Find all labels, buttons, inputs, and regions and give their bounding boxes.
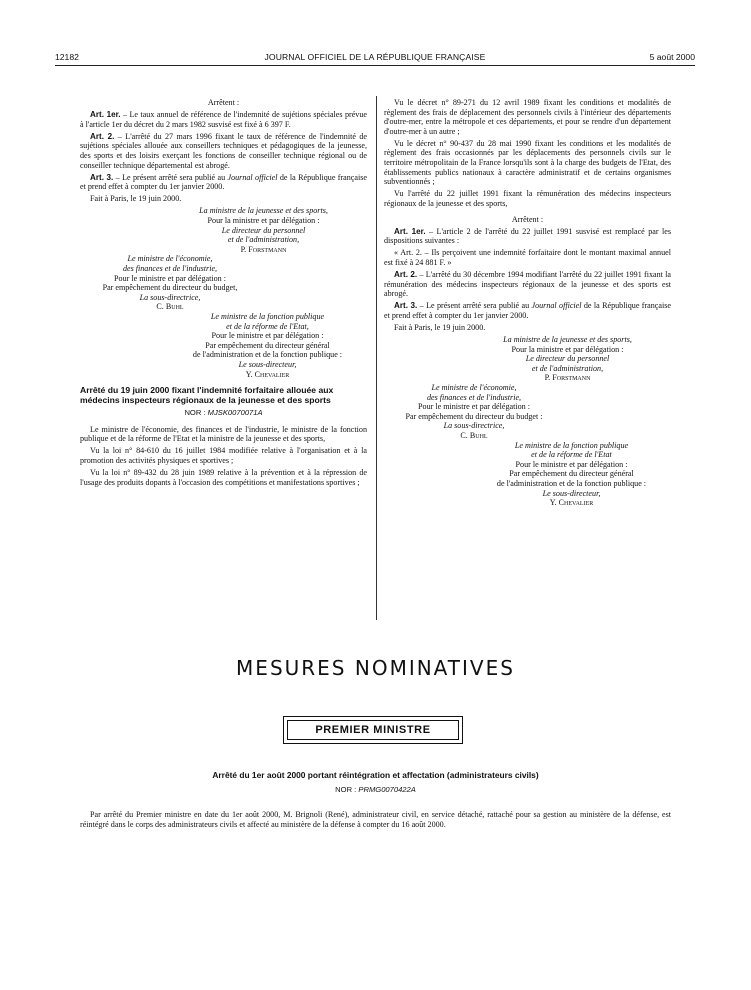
article-3: Art. 3. – Le présent arrêté sera publié au Journal officiel de la République française et prend effet à compter du 1er janvier 2000.: [384, 301, 671, 320]
right-column: [384, 98, 671, 508]
visa-paragraph: Vu l'arrêté du 22 juillet 1991 fixant la rémunération des médecins inspecteurs régionaux de la jeunesse et des sports,: [384, 189, 671, 208]
left-column: [80, 98, 367, 490]
fait-a-paris: Fait à Paris, le 19 juin 2000.: [394, 322, 486, 332]
signatory-name: P. Forstmann: [544, 373, 591, 383]
visa-paragraph: Vu le décret n° 89-271 du 12 avril 1989 fixant les conditions et modalités de règlement des frais de déplacement des personnels civils à l'intérieur des départements d'outre-mer, entre la métropole et ces départements, et pour se rendre d'un département d'outre-mer à un autre ;: [384, 98, 671, 136]
arrete-title: Arrêté du 19 juin 2000 fixant l'indemnité forfaitaire allouée aux médecins inspecteurs régionaux de la jeunesse et des sports: [80, 385, 334, 406]
nor-reference: NOR : PRMG0070422A: [335, 785, 416, 794]
quoted-article: « Art. 2. – Ils perçoivent une indemnité forfaitaire dont le montant maximal annuel est fixé à 24 881 F. »: [384, 248, 671, 267]
visa-paragraph: Vu la loi n° 84-610 du 16 juillet 1984 modifiée relative à l'organisation et à la promotion des activités physiques et sportives ;: [80, 446, 367, 465]
fait-a-paris: Fait à Paris, le 19 juin 2000.: [90, 194, 182, 204]
signature-block-economie: Le ministre de l'économie, des finances et de l'industrie, Pour le ministre et par délégation : Par empêchement du directeur du budget, La sous-directrice, C. Buhl: [70, 254, 270, 312]
page-header: [55, 52, 695, 66]
visa-paragraph: Vu le décret n° 90-437 du 28 mai 1990 fixant les conditions et les modalités de règlement des frais occasionnés par les déplacements des personnels civils sur le territoire métropolitain de la France lorsqu'ils sont à la charge des budgets de l'Etat, des établissements publics nationaux à caractère administratif et de certains organismes subventionnés ;: [384, 138, 671, 187]
arretent-label: Arrêtent :: [207, 98, 240, 107]
section-heading: MESURES NOMINATIVES: [236, 656, 515, 680]
signatory-name: Y. Chevalier: [549, 498, 594, 508]
signature-block-fonction-publique: Le ministre de la fonction publique et de la réforme de l'Etat, Pour le ministre et par délégation : Par empêchement du directeur général de l'administration et de la fonction publique : Le sous-directeur, Y. Chevalier: [160, 312, 375, 379]
nor-reference: NOR : MJSK0070071A: [184, 408, 263, 418]
article-2: Art. 2. – L'arrêté du 27 mars 1996 fixant le taux de référence de l'indemnité de sujétions spéciales allouée aux conseillers techniques et pédagogiques de la jeunesse, des sports et des loisirs exerçant les fonctions de conseiller technique régional ou de conseiller technique départemental est abrogé.: [80, 131, 367, 170]
issue-date: 5 août 2000: [649, 52, 695, 62]
page-number: 12182: [55, 52, 79, 62]
preamble: Le ministre de l'économie, des finances et de l'industrie, le ministre de la fonction publique et de la réforme de l'Etat et la ministre de la jeunesse et des sports,: [80, 424, 367, 444]
ministry-box: [283, 716, 463, 744]
arrete-title: Arrêté du 1er août 2000 portant réintégration et affectation (administrateurs civils): [212, 770, 539, 780]
signature-block-economie: Le ministre de l'économie, des finances et de l'industrie, Pour le ministre et par délégation : Par empêchement du directeur du budget : La sous-directrice, C. Buhl: [374, 383, 574, 441]
journal-title: JOURNAL OFFICIEL DE LA RÉPUBLIQUE FRANÇAISE: [264, 52, 486, 62]
article-1: Art. 1er. – Le taux annuel de référence de l'indemnité de sujétions spéciales prévue à l'article 1er du décret du 2 mars 1982 susvisé est fixé à 6 397 F.: [80, 110, 367, 129]
column-divider: [376, 96, 377, 620]
signature-block-jeunesse: La ministre de la jeunesse et des sports, Pour la ministre et par délégation : Le directeur du personnel et de l'administration, P. Forstmann: [160, 206, 367, 254]
signature-block-fonction-publique: Le ministre de la fonction publique et de la réforme de l'Etat Pour le ministre et par délégation : Par empêchement du directeur général de l'administration et de la fonction publique : Le sous-directeur, Y. Chevalier: [464, 441, 679, 508]
article-1: Art. 1er. – L'article 2 de l'arrêté du 22 juillet 1991 susvisé est remplacé par les dispositions suivantes :: [384, 226, 671, 246]
decision-paragraph: Par arrêté du Premier ministre en date du 1er août 2000, M. Brignoli (René), administrateur civil, en service détaché, rattaché pour sa gestion au ministère de la défense, est réintégré dans le corps des administrateurs civils et affecté au ministère de la défense à compter du 16 août 2000.: [80, 810, 671, 829]
signatory-name: C. Buhl: [460, 431, 488, 440]
signatory-name: Y. Chevalier: [245, 369, 290, 379]
header-rule: [55, 65, 695, 66]
visa-paragraph: Vu la loi n° 89-432 du 28 juin 1989 relative à la prévention et à la répression de l'usage des produits dopants à l'occasion des compétitions et manifestations sportives ;: [80, 468, 367, 487]
signatory-name: C. Buhl: [156, 302, 184, 312]
ministry-label: PREMIER MINISTRE: [287, 720, 459, 740]
arretent-label: Arrêtent :: [511, 214, 544, 224]
article-2: Art. 2. – L'arrêté du 30 décembre 1994 modifiant l'arrêté du 22 juillet 1991 fixant la rémunération des médecins inspecteurs régionaux de la jeunesse et des sports est abrogé.: [384, 270, 671, 299]
article-3: Art. 3. – Le présent arrêté sera publié au Journal officiel de la République française et prend effet à compter du 1er janvier 2000.: [80, 172, 367, 192]
signatory-name: P. Forstmann: [240, 244, 287, 254]
signature-block-jeunesse: La ministre de la jeunesse et des sports, Pour la ministre et par délégation : Le directeur du personnel et de l'administration, P. Forstmann: [464, 335, 671, 383]
